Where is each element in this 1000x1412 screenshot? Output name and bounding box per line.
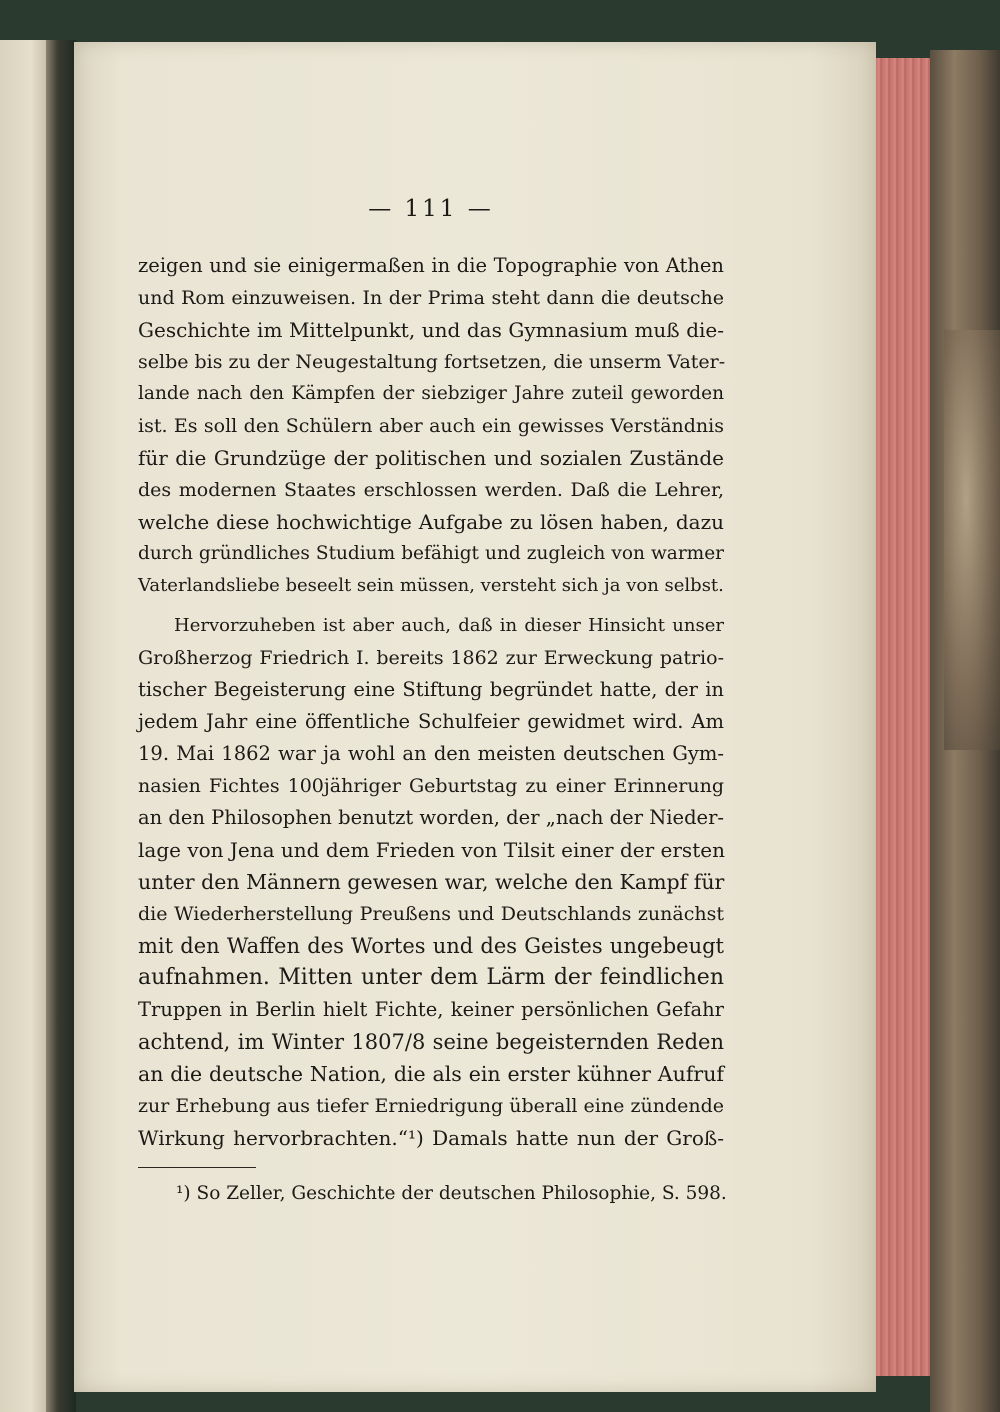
text-line: nasien Fichtes 100jähriger Geburtstag zu einer Erinnerung <box>138 775 724 797</box>
text-line: unter den Männern gewesen war, welche den Kampf für <box>138 870 725 894</box>
text-line: welche diese hochwichtige Aufgabe zu lösen haben, dazu <box>138 510 724 534</box>
text-line: und Rom einzuweisen. In der Prima steht dann die deutsche <box>138 287 724 309</box>
text-line: an den Philosophen benutzt worden, der „nach der Nieder- <box>138 806 724 829</box>
text-line: Hervorzuheben ist aber auch, daß in dieser Hinsicht unser <box>174 615 724 636</box>
red-page-edges <box>868 58 930 1376</box>
footnote-rule <box>138 1167 256 1168</box>
text-line: jedem Jahr eine öffentliche Schulfeier gewidmet wird. Am <box>138 710 724 733</box>
text-line: Wirkung hervorbrachten.“¹) Damals hatte nun der Groß- <box>138 1126 724 1150</box>
text-line: für die Grundzüge der politischen und sozialen Zustände <box>138 446 724 470</box>
text-line: tischer Begeisterung eine Stiftung begründet hatte, der in <box>138 678 724 701</box>
text-line: Großherzog Friedrich I. bereits 1862 zur Erweckung patrio- <box>138 647 724 669</box>
text-line: an die deutsche Nation, die als ein erster kühner Aufruf <box>138 1062 724 1086</box>
text-line: die Wiederherstellung Preußens und Deutschlands zunächst <box>138 903 724 925</box>
text-line: Geschichte im Mittelpunkt, und das Gymnasium muß die- <box>138 318 724 342</box>
text-line: des modernen Staates erschlossen werden. Daß die Lehrer, <box>138 479 724 501</box>
text-line: 19. Mai 1862 war ja wohl an den meisten deutschen Gym- <box>138 742 724 765</box>
text-line: Vaterlandsliebe beseelt sein müssen, versteht sich ja von selbst. <box>138 575 724 596</box>
text-line: achtend, im Winter 1807/8 seine begeisternden Reden <box>138 1030 724 1054</box>
text-line: zeigen und sie einigermaßen in die Topographie von Athen <box>138 254 724 277</box>
text-line: lande nach den Kämpfen der siebziger Jahre zuteil geworden <box>138 383 724 404</box>
text-line: lage von Jena und dem Frieden von Tilsit einer der ersten <box>138 838 725 862</box>
page-number: — 111 — <box>368 196 494 222</box>
cover-marbling <box>944 330 1000 750</box>
text-line: ist. Es soll den Schülern aber auch ein gewisses Verständnis <box>138 415 724 437</box>
text-line: mit den Waffen des Wortes und des Geistes ungebeugt <box>138 934 724 958</box>
text-line: aufnahmen. Mitten unter dem Lärm der feindlichen <box>138 965 724 990</box>
text-line: durch gründliches Studium befähigt und zugleich von warmer <box>138 543 724 564</box>
footnote: ¹) So Zeller, Geschichte der deutschen Philosophie, S. 598. <box>176 1183 727 1204</box>
text-line: Truppen in Berlin hielt Fichte, keiner persönlichen Gefahr <box>138 998 724 1021</box>
text-line: zur Erhebung aus tiefer Erniedrigung überall eine zündende <box>138 1095 724 1117</box>
left-page-edge <box>0 40 52 1412</box>
book-gutter <box>46 40 76 1412</box>
text-line: selbe bis zu der Neugestaltung fortsetzen, die unserm Vater- <box>138 351 726 373</box>
